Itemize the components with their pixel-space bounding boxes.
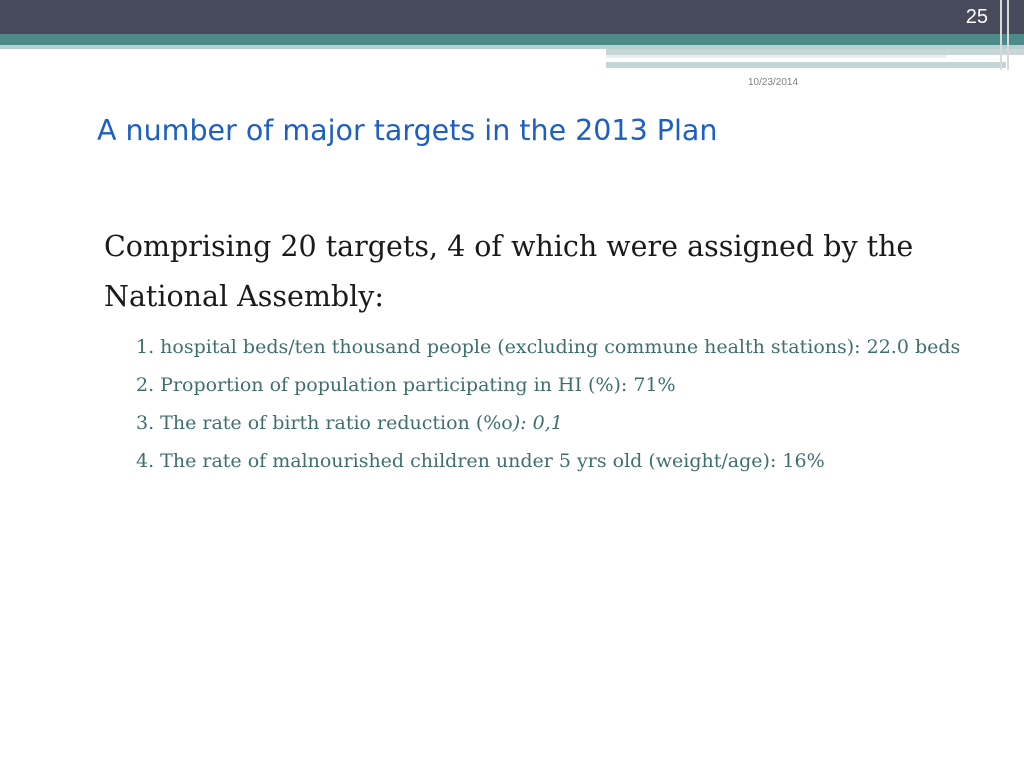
target-text: 4. The rate of malnourished children under 5 yrs old (weight/age): 16% <box>136 450 825 472</box>
header-band <box>0 0 1024 34</box>
target-text: 2. Proportion of population participating in HI (%): 71% <box>136 374 676 396</box>
body-heading: Comprising 20 targets, 4 of which were assigned by the National Assembly: <box>104 230 914 313</box>
decorative-line <box>1007 0 1009 70</box>
slide-date: 10/23/2014 <box>748 77 799 88</box>
target-item <box>136 444 986 479</box>
decorative-line <box>1000 0 1002 70</box>
target-item <box>136 330 986 365</box>
target-text: 3. The rate of birth ratio reduction (%o <box>136 412 513 434</box>
targets-list <box>136 330 986 482</box>
target-value: ): 0,1 <box>512 412 563 434</box>
decorative-bar <box>606 55 946 58</box>
decorative-bar <box>606 62 1006 68</box>
header-teal-stripe <box>0 34 1024 45</box>
target-item <box>136 406 986 441</box>
slide-number: 25 <box>965 6 988 28</box>
target-item <box>136 368 986 403</box>
target-text: 1. hospital beds/ten thousand people (excluding commune health stations): 22.0 beds <box>136 336 961 358</box>
slide-title: A number of major targets in the 2013 Plan <box>97 114 718 147</box>
